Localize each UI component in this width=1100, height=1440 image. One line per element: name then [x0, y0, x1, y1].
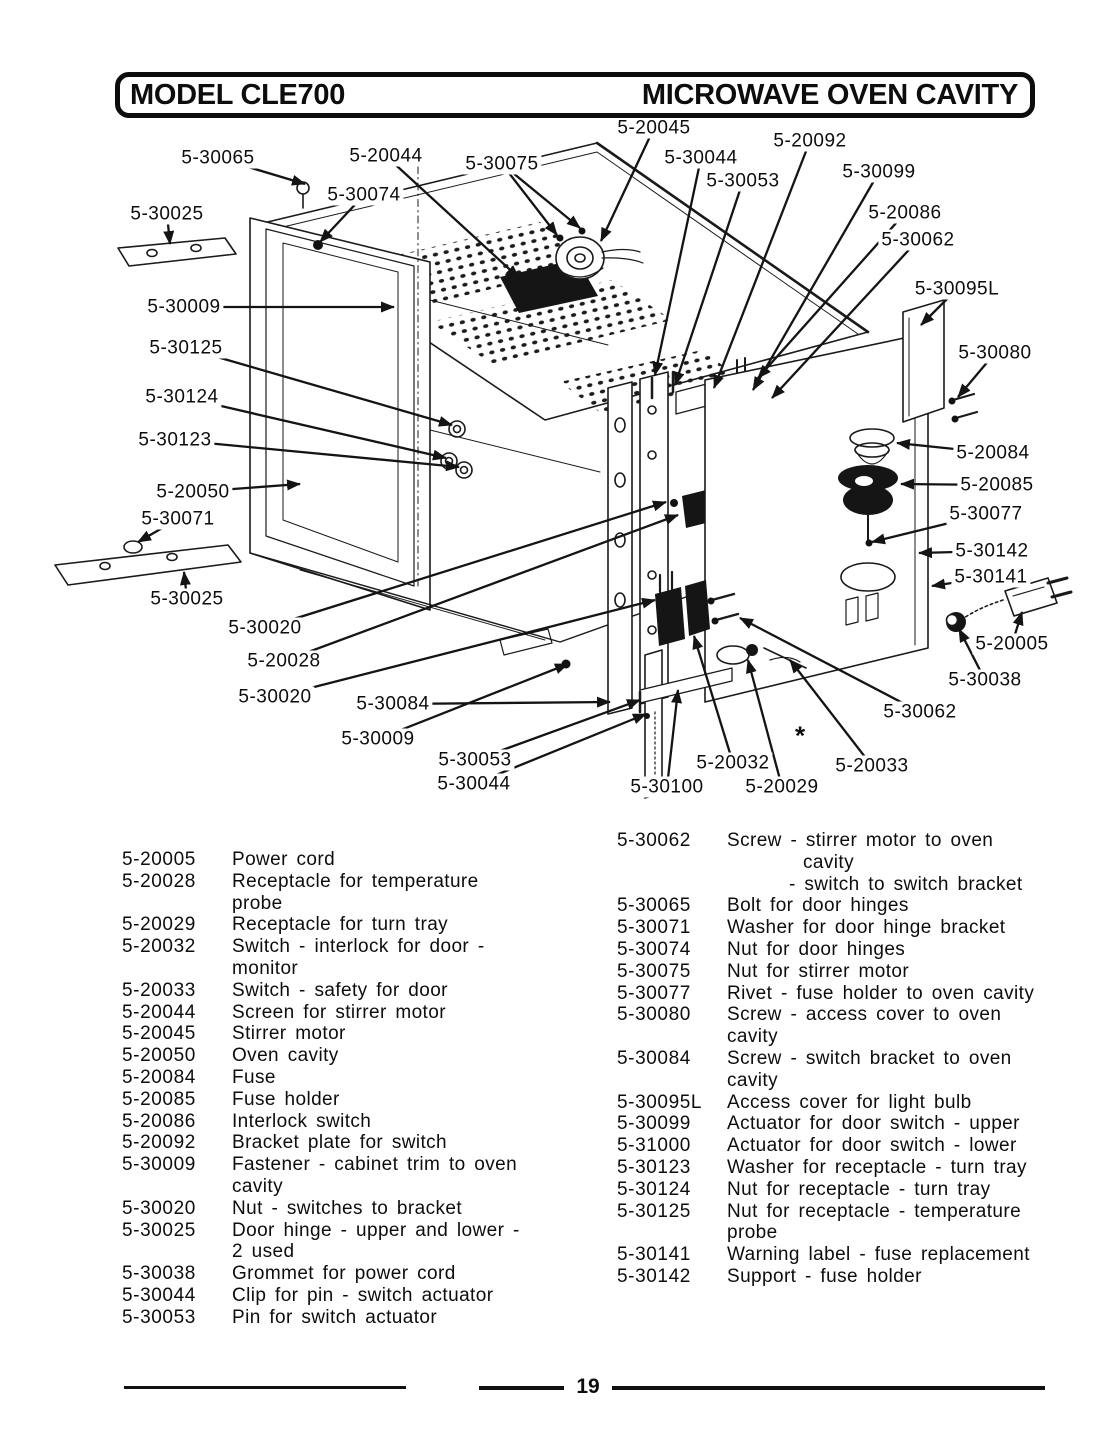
part-number: 5-30071 — [617, 917, 691, 939]
part-number: 5-30124 — [617, 1178, 691, 1200]
part-description: Warning label - fuse replacement — [727, 1244, 1030, 1266]
part-number: 5-20005 — [122, 849, 196, 870]
part-callout: 5-30025 — [127, 204, 206, 225]
parts-row — [122, 936, 582, 980]
part-description: Washer for receptacle - turn tray — [727, 1156, 1027, 1178]
part-description: Bracket plate for switch — [232, 1132, 448, 1154]
part-description: Nut for receptacle - temperature probe — [727, 1200, 1022, 1244]
leader-line — [218, 158, 305, 184]
part-callout: 5-30141 — [951, 567, 1030, 588]
part-callout: 5-30009 — [338, 729, 417, 750]
parts-row — [122, 871, 582, 915]
parts-row — [617, 895, 1082, 917]
part-number: 5-20028 — [122, 870, 196, 892]
parts-row — [617, 1157, 1082, 1179]
part-callout: 5-30071 — [138, 509, 217, 530]
part-number: 5-20045 — [122, 1023, 196, 1045]
part-number: 5-30142 — [617, 1265, 691, 1287]
part-description: Interlock switch — [232, 1110, 372, 1132]
part-callout: 5-30020 — [235, 687, 314, 708]
part-description: Oven cavity — [232, 1045, 339, 1067]
model-label: MODEL CLE700 — [130, 78, 346, 111]
parts-row — [122, 849, 582, 871]
part-callout: 5-20084 — [953, 443, 1032, 464]
part-description: Screw - access cover to oven cavity — [727, 1004, 1002, 1048]
part-number: 5-30095L — [617, 1091, 703, 1113]
parts-row — [617, 1004, 1082, 1048]
part-callout: 5-20092 — [770, 131, 849, 152]
part-number: 5-30025 — [122, 1219, 196, 1241]
part-callout: 5-30025 — [147, 589, 226, 610]
part-callout: 5-30053 — [703, 171, 782, 192]
part-description: Grommet for power cord — [232, 1263, 456, 1285]
part-number: 5-30009 — [122, 1154, 196, 1176]
part-number: 5-30084 — [617, 1047, 691, 1069]
part-description: Receptacle for turn tray — [232, 914, 449, 936]
part-callout: 5-30020 — [225, 618, 304, 639]
part-number: 5-20084 — [122, 1066, 196, 1088]
parts-row — [122, 1111, 582, 1133]
parts-row — [122, 1198, 582, 1220]
parts-row — [122, 1285, 582, 1307]
part-callout: 5-30125 — [146, 338, 225, 359]
part-callout: 5-30044 — [661, 148, 740, 169]
part-callout: 5-20045 — [614, 118, 693, 139]
part-description: Switch - interlock for door - monitor — [232, 936, 485, 979]
part-description: Access cover for light bulb — [727, 1091, 972, 1113]
part-description: Bolt for door hinges — [727, 895, 909, 917]
part-callout: 5-30065 — [178, 148, 257, 169]
leader-line — [1012, 612, 1022, 644]
footer-rule-left — [124, 1386, 406, 1389]
part-description: Support - fuse holder — [727, 1265, 922, 1287]
leader-line — [474, 714, 646, 784]
part-number: 5-30123 — [617, 1156, 691, 1178]
part-callout: 5-30062 — [880, 702, 959, 723]
part-number: 5-20044 — [122, 1001, 196, 1023]
part-number: 5-20050 — [122, 1045, 196, 1067]
parts-row — [617, 1266, 1082, 1288]
part-callout: 5-30077 — [946, 504, 1025, 525]
parts-row — [122, 1307, 582, 1329]
part-callout: 5-30038 — [945, 670, 1024, 691]
parts-row — [122, 1089, 582, 1111]
part-number: 5-30099 — [617, 1113, 691, 1135]
part-callout: 5-30080 — [955, 343, 1034, 364]
parts-column-left — [122, 849, 582, 1329]
parts-row — [122, 1002, 582, 1024]
parts-row — [617, 961, 1082, 983]
part-number: 5-31000 — [617, 1135, 691, 1157]
part-callout: 5-30075 — [462, 154, 541, 175]
part-description: Clip for pin - switch actuator — [232, 1284, 494, 1306]
part-number: 5-30077 — [617, 982, 691, 1004]
part-callout: 5-30099 — [839, 162, 918, 183]
part-number: 5-30062 — [617, 830, 691, 851]
part-number: 5-20085 — [122, 1088, 196, 1110]
part-description: Actuator for door switch - lower — [727, 1135, 1017, 1157]
part-description: Screw - switch bracket to oven cavity — [727, 1047, 1012, 1091]
part-number: 5-20033 — [122, 979, 196, 1001]
parts-row — [617, 983, 1082, 1005]
part-description: Stirrer motor — [232, 1023, 346, 1045]
diagram-mark: * — [794, 720, 806, 751]
part-number: 5-30065 — [617, 895, 691, 917]
part-description: Nut for door hinges — [727, 938, 906, 960]
leader-line — [958, 353, 995, 397]
part-description: Fastener - cabinet trim to oven cavity — [232, 1154, 518, 1197]
parts-row — [617, 1201, 1082, 1245]
part-callout: 5-30062 — [878, 230, 957, 251]
part-description: Nut - switches to bracket — [232, 1197, 463, 1219]
part-callout: 5-30124 — [142, 387, 221, 408]
part-description: Nut for stirrer motor — [727, 960, 910, 982]
part-callout: 5-20050 — [153, 482, 232, 503]
parts-row — [617, 1244, 1082, 1266]
part-callout: 5-20005 — [972, 634, 1051, 655]
part-description: Actuator for door switch - upper — [727, 1113, 1020, 1135]
part-description: Screen for stirrer motor — [232, 1001, 446, 1023]
part-description: Switch - safety for door — [232, 979, 448, 1001]
page-title: MICROWAVE OVEN CAVITY — [641, 78, 1018, 111]
parts-row — [122, 1154, 582, 1198]
parts-row — [122, 1220, 582, 1264]
footer-rule-right — [612, 1386, 1045, 1390]
part-description: Rivet - fuse holder to oven cavity — [727, 982, 1035, 1004]
parts-row — [122, 1023, 582, 1045]
parts-row — [122, 980, 582, 1002]
parts-row — [122, 1045, 582, 1067]
parts-row — [617, 939, 1082, 961]
leader-line — [167, 214, 170, 244]
leader-line — [959, 629, 985, 680]
parts-row — [617, 917, 1082, 939]
part-callout: 5-20086 — [865, 203, 944, 224]
part-number: 5-20086 — [122, 1110, 196, 1132]
parts-column-right — [617, 830, 1082, 1288]
parts-row — [617, 1113, 1082, 1135]
part-number: 5-20032 — [122, 936, 196, 958]
part-number: 5-30125 — [617, 1200, 691, 1222]
parts-row — [617, 830, 1082, 895]
part-number: 5-30038 — [122, 1263, 196, 1285]
leader-line — [138, 519, 178, 542]
leader-line — [393, 702, 610, 704]
part-callout: 5-20028 — [244, 651, 323, 672]
part-number: 5-30044 — [122, 1284, 196, 1306]
part-callout: 5-30044 — [434, 774, 513, 795]
part-callout: 5-30095L — [912, 279, 1002, 300]
part-callout: 5-30009 — [144, 297, 223, 318]
footer-rule-mid — [479, 1386, 564, 1390]
parts-row — [122, 1263, 582, 1285]
part-description: Receptacle for temperature probe — [232, 870, 479, 914]
page-number: 19 — [576, 1375, 600, 1398]
part-description: Nut for receptacle - turn tray — [727, 1178, 991, 1200]
part-number: 5-30074 — [617, 938, 691, 960]
part-number: 5-30053 — [122, 1306, 196, 1328]
parts-row — [122, 1132, 582, 1154]
part-callout: 5-30074 — [324, 185, 403, 206]
part-description: Fuse — [232, 1066, 276, 1088]
leader-line — [919, 551, 992, 553]
part-description: Washer for door hinge bracket — [727, 917, 1006, 939]
part-callout: 5-30053 — [435, 750, 514, 771]
leader-line — [901, 484, 997, 485]
part-description: Fuse holder — [232, 1088, 340, 1110]
parts-row — [617, 1048, 1082, 1092]
part-description: Screw - stirrer motor to oven cavity - switch to switch bracket — [727, 830, 1023, 895]
leader-line — [932, 577, 991, 586]
part-callout: 5-30100 — [627, 777, 706, 798]
part-number: 5-30075 — [617, 960, 691, 982]
parts-row — [617, 1179, 1082, 1201]
leader-line — [790, 660, 872, 766]
part-number: 5-20029 — [122, 914, 196, 936]
part-description: Pin for switch actuator — [232, 1306, 438, 1328]
part-callout: 5-20033 — [832, 756, 911, 777]
header — [115, 72, 1035, 118]
part-number: 5-20092 — [122, 1132, 196, 1154]
part-description: Door hinge - upper and lower - 2 used — [232, 1219, 520, 1263]
parts-row — [122, 914, 582, 936]
parts-row — [617, 1092, 1082, 1114]
part-number: 5-30141 — [617, 1244, 691, 1266]
part-callout: 5-20029 — [742, 777, 821, 798]
part-number: 5-30080 — [617, 1004, 691, 1026]
parts-row — [122, 1067, 582, 1089]
part-callout: 5-30123 — [135, 430, 214, 451]
leader-line — [184, 572, 187, 599]
parts-row — [617, 1135, 1082, 1157]
part-callout: 5-20044 — [346, 146, 425, 167]
part-callout: 5-20085 — [957, 475, 1036, 496]
part-callout: 5-30142 — [952, 541, 1031, 562]
part-description: Power cord — [232, 849, 336, 870]
part-callout: 5-20032 — [693, 753, 772, 774]
leader-line — [667, 690, 678, 787]
part-callout: 5-30084 — [353, 694, 432, 715]
part-number: 5-30020 — [122, 1197, 196, 1219]
